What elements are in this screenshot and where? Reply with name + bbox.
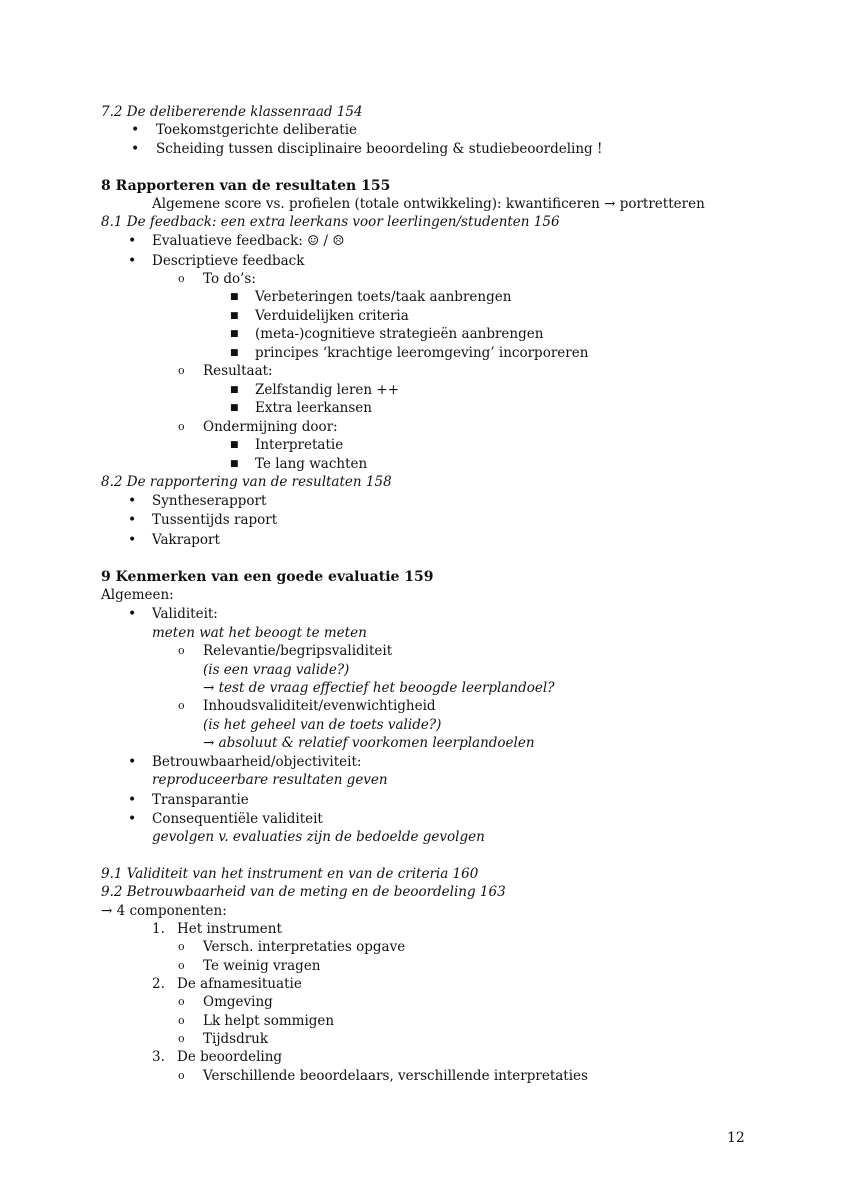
number-marker: 3.	[152, 1049, 165, 1065]
definition: meten wat het beoogt te meten	[152, 625, 367, 641]
bullet-icon: •	[128, 754, 137, 770]
list-item: Te lang wachten	[255, 456, 368, 472]
list-item: Betrouwbaarheid/objectiviteit:	[152, 754, 362, 770]
list-item: Validiteit:	[152, 606, 218, 622]
circle-bullet-icon: o	[178, 1014, 185, 1027]
section-8-1-heading: 8.1 De feedback: een extra leerkans voor leerlingen/studenten 156	[101, 214, 560, 230]
list-item: Extra leerkansen	[255, 400, 372, 416]
list-item: principes ‘krachtige leeromgeving’ incorporeren	[255, 345, 589, 361]
list-item: Vakraport	[152, 532, 220, 548]
section-8-2-heading: 8.2 De rapportering van de resultaten 158	[101, 474, 392, 490]
bullet-icon: •	[128, 811, 137, 827]
bullet-icon: •	[128, 792, 137, 808]
list-item: Lk helpt sommigen	[203, 1013, 335, 1029]
list-item: Verbeteringen toets/taak aanbrengen	[255, 289, 512, 305]
list-item: Toekomstgerichte deliberatie	[156, 122, 358, 138]
list-item: De afnamesituatie	[177, 976, 302, 992]
bullet-icon: •	[131, 122, 140, 138]
answer-note: → test de vraag effectief het beoogde leerplandoel?	[203, 680, 555, 696]
section-9-2-heading: 9.2 Betrouwbaarheid van de meting en de beoordeling 163	[101, 884, 506, 900]
list-item: Interpretatie	[255, 437, 344, 453]
list-item: To do’s:	[203, 271, 256, 287]
bullet-icon: •	[131, 141, 140, 157]
list-item: Het instrument	[177, 921, 282, 937]
square-bullet-icon: ■	[230, 329, 239, 339]
section-8-subtitle: Algemene score vs. profielen (totale ontwikkeling): kwantificeren → portretteren	[152, 196, 705, 212]
square-bullet-icon: ■	[230, 385, 239, 395]
bullet-icon: •	[128, 512, 137, 528]
square-bullet-icon: ■	[230, 311, 239, 321]
list-item: Tijdsdruk	[203, 1031, 269, 1047]
list-item: Descriptieve feedback	[152, 253, 305, 269]
section-8-heading: 8 Rapporteren van de resultaten 155	[101, 178, 391, 194]
question-note: (is een vraag valide?)	[203, 662, 350, 678]
circle-bullet-icon: o	[178, 272, 185, 285]
general-label: Algemeen:	[101, 587, 174, 603]
bullet-icon: •	[128, 253, 137, 269]
answer-note: → absoluut & relatief voorkomen leerplandoelen	[203, 735, 535, 751]
list-item: Ondermijning door:	[203, 419, 338, 435]
definition: reproduceerbare resultaten geven	[152, 772, 388, 788]
bullet-icon: •	[128, 532, 137, 548]
square-bullet-icon: ■	[230, 348, 239, 358]
square-bullet-icon: ■	[230, 440, 239, 450]
section-9-1-heading: 9.1 Validiteit van het instrument en van de criteria 160	[101, 866, 479, 882]
page-number: 12	[727, 1130, 745, 1146]
list-item: Consequentiële validiteit	[152, 811, 323, 827]
circle-bullet-icon: o	[178, 364, 185, 377]
section-7-2-heading: 7.2 De delibererende klassenraad 154	[101, 104, 363, 120]
bullet-icon: •	[128, 493, 137, 509]
circle-bullet-icon: o	[178, 959, 185, 972]
circle-bullet-icon: o	[178, 1069, 185, 1082]
circle-bullet-icon: o	[178, 644, 185, 657]
list-item: Relevantie/begripsvaliditeit	[203, 643, 393, 659]
circle-bullet-icon: o	[178, 420, 185, 433]
list-item: De beoordeling	[177, 1049, 283, 1065]
circle-bullet-icon: o	[178, 699, 185, 712]
circle-bullet-icon: o	[178, 1032, 185, 1045]
list-item: Te weinig vragen	[203, 958, 321, 974]
list-item: (meta-)cognitieve strategieën aanbrengen	[255, 326, 544, 342]
list-item: Transparantie	[152, 792, 249, 808]
list-item: Inhoudsvaliditeit/evenwichtigheid	[203, 698, 436, 714]
number-marker: 2.	[152, 976, 165, 992]
list-item: Verschillende beoordelaars, verschillende interpretaties	[203, 1068, 588, 1084]
list-item: Tussentijds raport	[152, 512, 278, 528]
bullet-icon: •	[128, 606, 137, 622]
number-marker: 1.	[152, 921, 165, 937]
bullet-icon: •	[128, 233, 137, 249]
list-item: Verduidelijken criteria	[255, 308, 409, 324]
list-item: Versch. interpretaties opgave	[203, 939, 406, 955]
list-item: Omgeving	[203, 994, 273, 1010]
circle-bullet-icon: o	[178, 940, 185, 953]
list-item: Scheiding tussen disciplinaire beoordeling & studiebeoordeling !	[156, 141, 603, 157]
definition: gevolgen v. evaluaties zijn de bedoelde gevolgen	[152, 829, 485, 845]
list-item: Syntheserapport	[152, 493, 267, 509]
list-item: Zelfstandig leren ++	[255, 382, 400, 398]
section-9-heading: 9 Kenmerken van een goede evaluatie 159	[101, 569, 434, 585]
square-bullet-icon: ■	[230, 403, 239, 413]
question-note: (is het geheel van de toets valide?)	[203, 717, 442, 733]
circle-bullet-icon: o	[178, 995, 185, 1008]
square-bullet-icon: ■	[230, 459, 239, 469]
list-item: Resultaat:	[203, 363, 273, 379]
components-label: → 4 componenten:	[101, 903, 227, 919]
square-bullet-icon: ■	[230, 292, 239, 302]
list-item: Evaluatieve feedback: ☺ / ☹	[152, 233, 345, 249]
